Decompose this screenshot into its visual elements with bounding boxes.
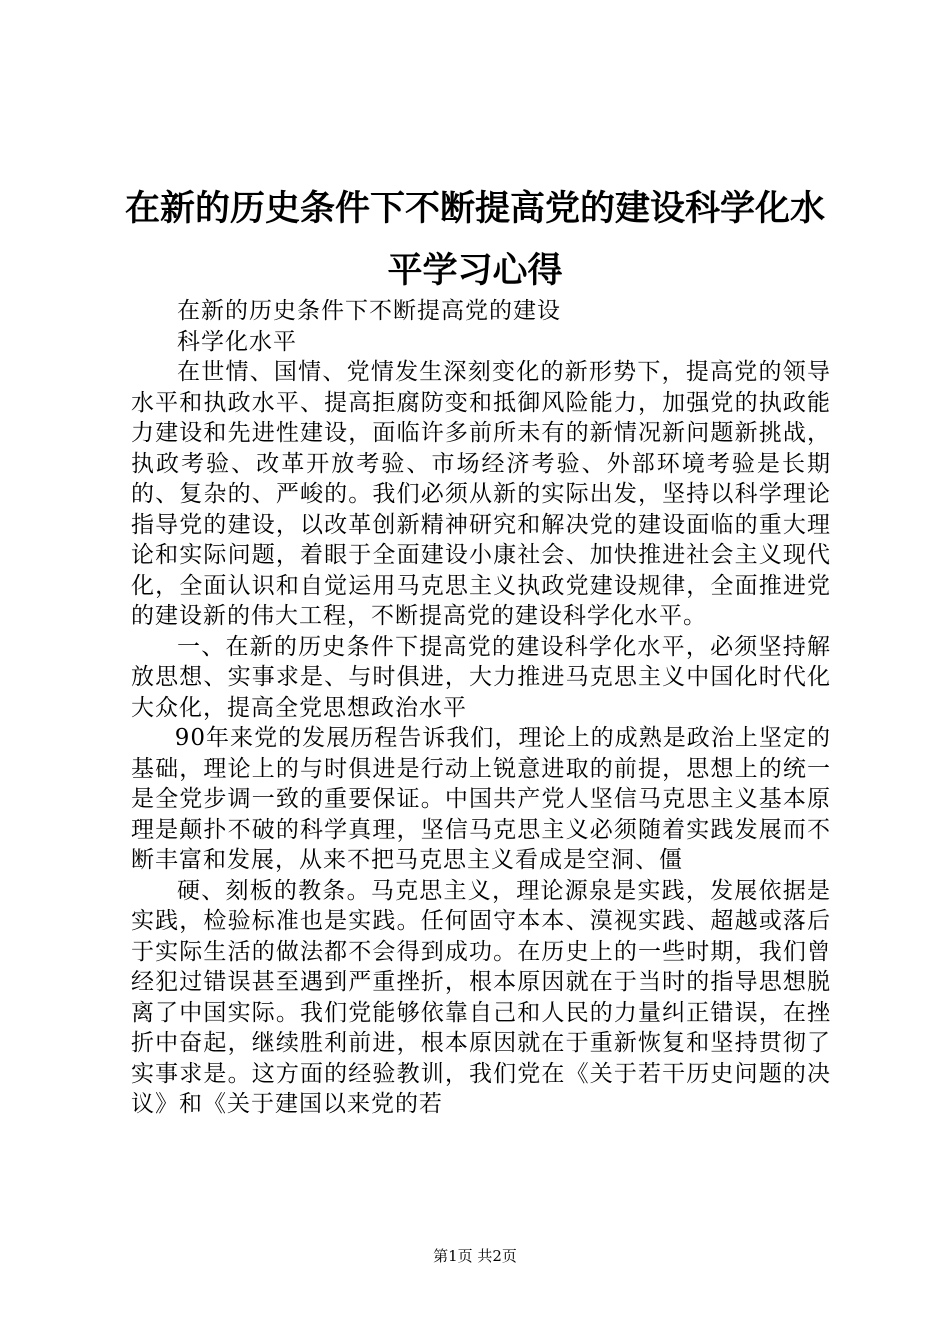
paragraph-practice: 硬、刻板的教条。马克思主义，理论源泉是实践，发展依据是实践，检验标准也是实践。任何固守本本、漠视实践、超越或落后于实际生活的做法都不会得到成功。在历史上的一些时期，我们曾经犯过错误甚至遇到严重挫折，根本原因就在于当时的指导思想脱离了中国实际。我们党能够依靠自己和人民的力量纠正错误，在挫折中奋起，继续胜利前进，根本原因就在于重新恢复和坚持贯彻了实事求是。这方面的经验教训，我们党在《关于若干历史问题的决议》和《关于建国以来党的若: [131, 877, 831, 1117]
page-number-footer: 第1页 共2页: [433, 1247, 517, 1265]
paragraph-section-one-heading: 一、在新的历史条件下提高党的建设科学化水平，必须坚持解放思想、实事求是、与时俱进，大力推进马克思主义中国化时代化大众化，提高全党思想政治水平: [131, 633, 831, 721]
subtitle-line-1: 在新的历史条件下不断提高党的建设: [177, 298, 561, 324]
subtitle-line-2: 科学化水平: [177, 328, 297, 355]
paragraph-intro: 在世情、国情、党情发生深刻变化的新形势下，提高党的领导水平和执政水平、提高拒腐防变和抵御风险能力，加强党的执政能力建设和先进性建设，面临许多前所未有的新情况新问题新挑战，执政考验、改革开放考验、市场经济考验、外部环境考验是长期的、复杂的、严峻的。我们必须从新的实际出发，坚持以科学理论指导党的建设，以改革创新精神研究和解决党的建设面临的重大理论和实际问题，着眼于全面建设小康社会、加快推进社会主义现代化，全面认识和自觉运用马克思主义执政党建设规律，全面推进党的建设新的伟大工程，不断提高党的建设科学化水平。: [131, 359, 831, 629]
paragraph-history: 90年来党的发展历程告诉我们，理论上的成熟是政治上坚定的基础，理论上的与时俱进是行动上锐意进取的前提，思想上的统一是全党步调一致的重要保证。中国共产党人坚信马克思主义基本原理是颠扑不破的科学真理，坚信马克思主义必须随着实践发展而不断丰富和发展，从来不把马克思主义看成是空洞、僵: [131, 725, 831, 873]
document-body: [131, 296, 831, 1120]
document-title: 在新的历史条件下不断提高党的建设科学化水平学习心得: [124, 189, 825, 291]
